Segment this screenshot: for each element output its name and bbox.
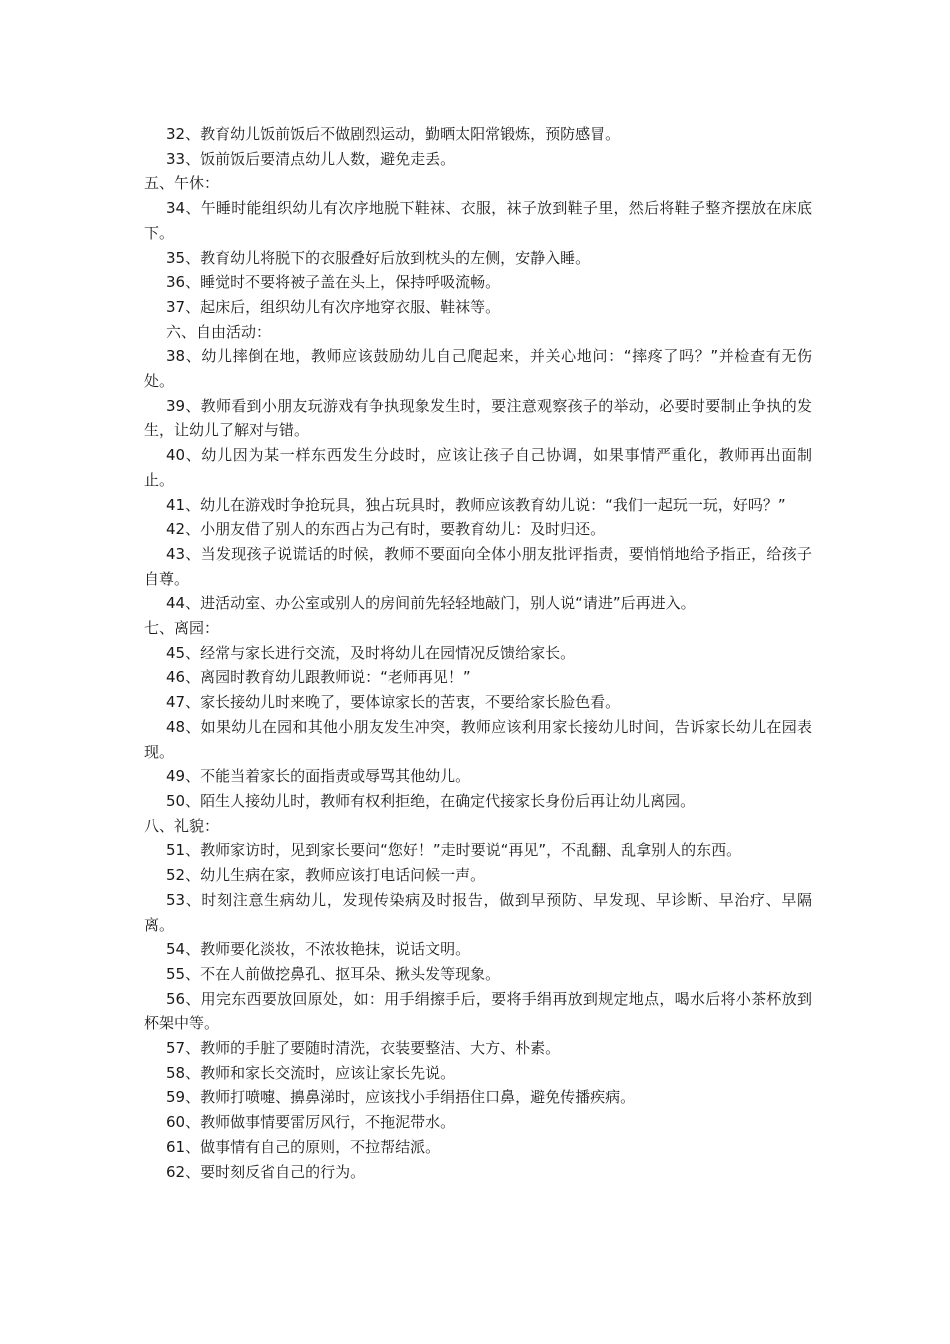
list-item: 34、午睡时能组织幼儿有次序地脱下鞋袜、衣服，袜子放到鞋子里，然后将鞋子整齐摆放在床底下。 [144,199,812,242]
list-item: 56、用完东西要放回原处，如：用手绢擦手后，要将手绢再放到规定地点，喝水后将小茶杯放到杯架中等。 [144,989,812,1033]
list-item: 51、教师家访时，见到家长要问“您好！”走时要说“再见”，不乱翻、乱拿别人的东西。 [166,841,742,860]
list-item: 41、幼儿在游戏时争抢玩具，独占玩具时，教师应该教育幼儿说：“我们一起玩一玩，好吗？” [166,495,786,514]
list-item: 38、幼儿摔倒在地，教师应该鼓励幼儿自己爬起来，并关心地问：“摔疼了吗？”并检查有无伤处。 [144,347,812,391]
section-heading: 五、午休： [144,174,220,193]
document-body [144,122,812,1184]
list-item: 37、起床后，组织幼儿有次序地穿衣服、鞋袜等。 [166,297,501,316]
list-item: 47、家长接幼儿时来晚了，要体谅家长的苦衷，不要给家长脸色看。 [166,693,621,712]
section-heading: 六、自由活动： [166,322,272,341]
list-item: 50、陌生人接幼儿时，教师有权利拒绝，在确定代接家长身份后再让幼儿离园。 [166,791,696,810]
list-item: 36、睡觉时不要将被子盖在头上，保持呼吸流畅。 [166,273,501,292]
list-item: 42、小朋友借了别人的东西占为己有时，要教育幼儿：及时归还。 [166,520,606,539]
list-item: 62、要时刻反省自己的行为。 [166,1162,366,1181]
list-item: 44、进活动室、办公室或别人的房间前先轻轻地敲门，别人说“请进”后再进入。 [166,594,696,613]
list-item: 32、教育幼儿饭前饭后不做剧烈运动，勤晒太阳常锻炼，预防感冒。 [166,125,621,143]
list-item: 39、教师看到小朋友玩游戏有争执现象发生时，要注意观察孩子的举动，必要时要制止争执的发生，让幼儿了解对与错。 [144,396,812,440]
list-item: 60、教师做事情要雷厉风行，不拖泥带水。 [166,1113,456,1132]
list-item: 55、不在人前做挖鼻孔、抠耳朵、揪头发等现象。 [166,964,501,983]
list-item: 53、时刻注意生病幼儿，发现传染病及时报告，做到早预防、早发现、早诊断、早治疗、早隔离。 [144,890,812,934]
list-item: 59、教师打喷嚏、擤鼻涕时，应该找小手绢捂住口鼻，避免传播疾病。 [166,1088,636,1107]
list-item: 40、幼儿因为某一样东西发生分歧时，应该让孩子自己协调，如果事情严重化，教师再出面制止。 [144,446,812,489]
list-item: 45、经常与家长进行交流，及时将幼儿在园情况反馈给家长。 [166,643,576,662]
list-item: 35、教育幼儿将脱下的衣服叠好后放到枕头的左侧，安静入睡。 [166,248,591,267]
section-heading: 八、礼貌： [144,816,220,835]
list-item: 46、离园时教育幼儿跟教师说：“老师再见！” [166,668,471,687]
list-item: 58、教师和家长交流时，应该让家长先说。 [166,1063,456,1082]
list-item: 49、不能当着家长的面指责或辱骂其他幼儿。 [166,767,471,786]
list-item: 48、如果幼儿在园和其他小朋友发生冲突，教师应该利用家长接幼儿时间，告诉家长幼儿在园表现。 [144,717,812,761]
list-item: 54、教师要化淡妆，不浓妆艳抹，说话文明。 [166,940,471,959]
list-item: 57、教师的手脏了要随时清洗，衣装要整洁、大方、朴素。 [166,1039,561,1058]
list-item: 43、当发现孩子说谎话的时候，教师不要面向全体小朋友批评指责，要悄悄地给予指正，给孩子自尊。 [144,544,812,588]
list-item: 33、饭前饭后要清点幼儿人数，避免走丢。 [166,149,456,168]
list-item: 61、做事情有自己的原则，不拉帮结派。 [166,1137,441,1156]
section-heading: 七、离园： [144,619,220,638]
list-item: 52、幼儿生病在家，教师应该打电话问候一声。 [166,866,486,885]
